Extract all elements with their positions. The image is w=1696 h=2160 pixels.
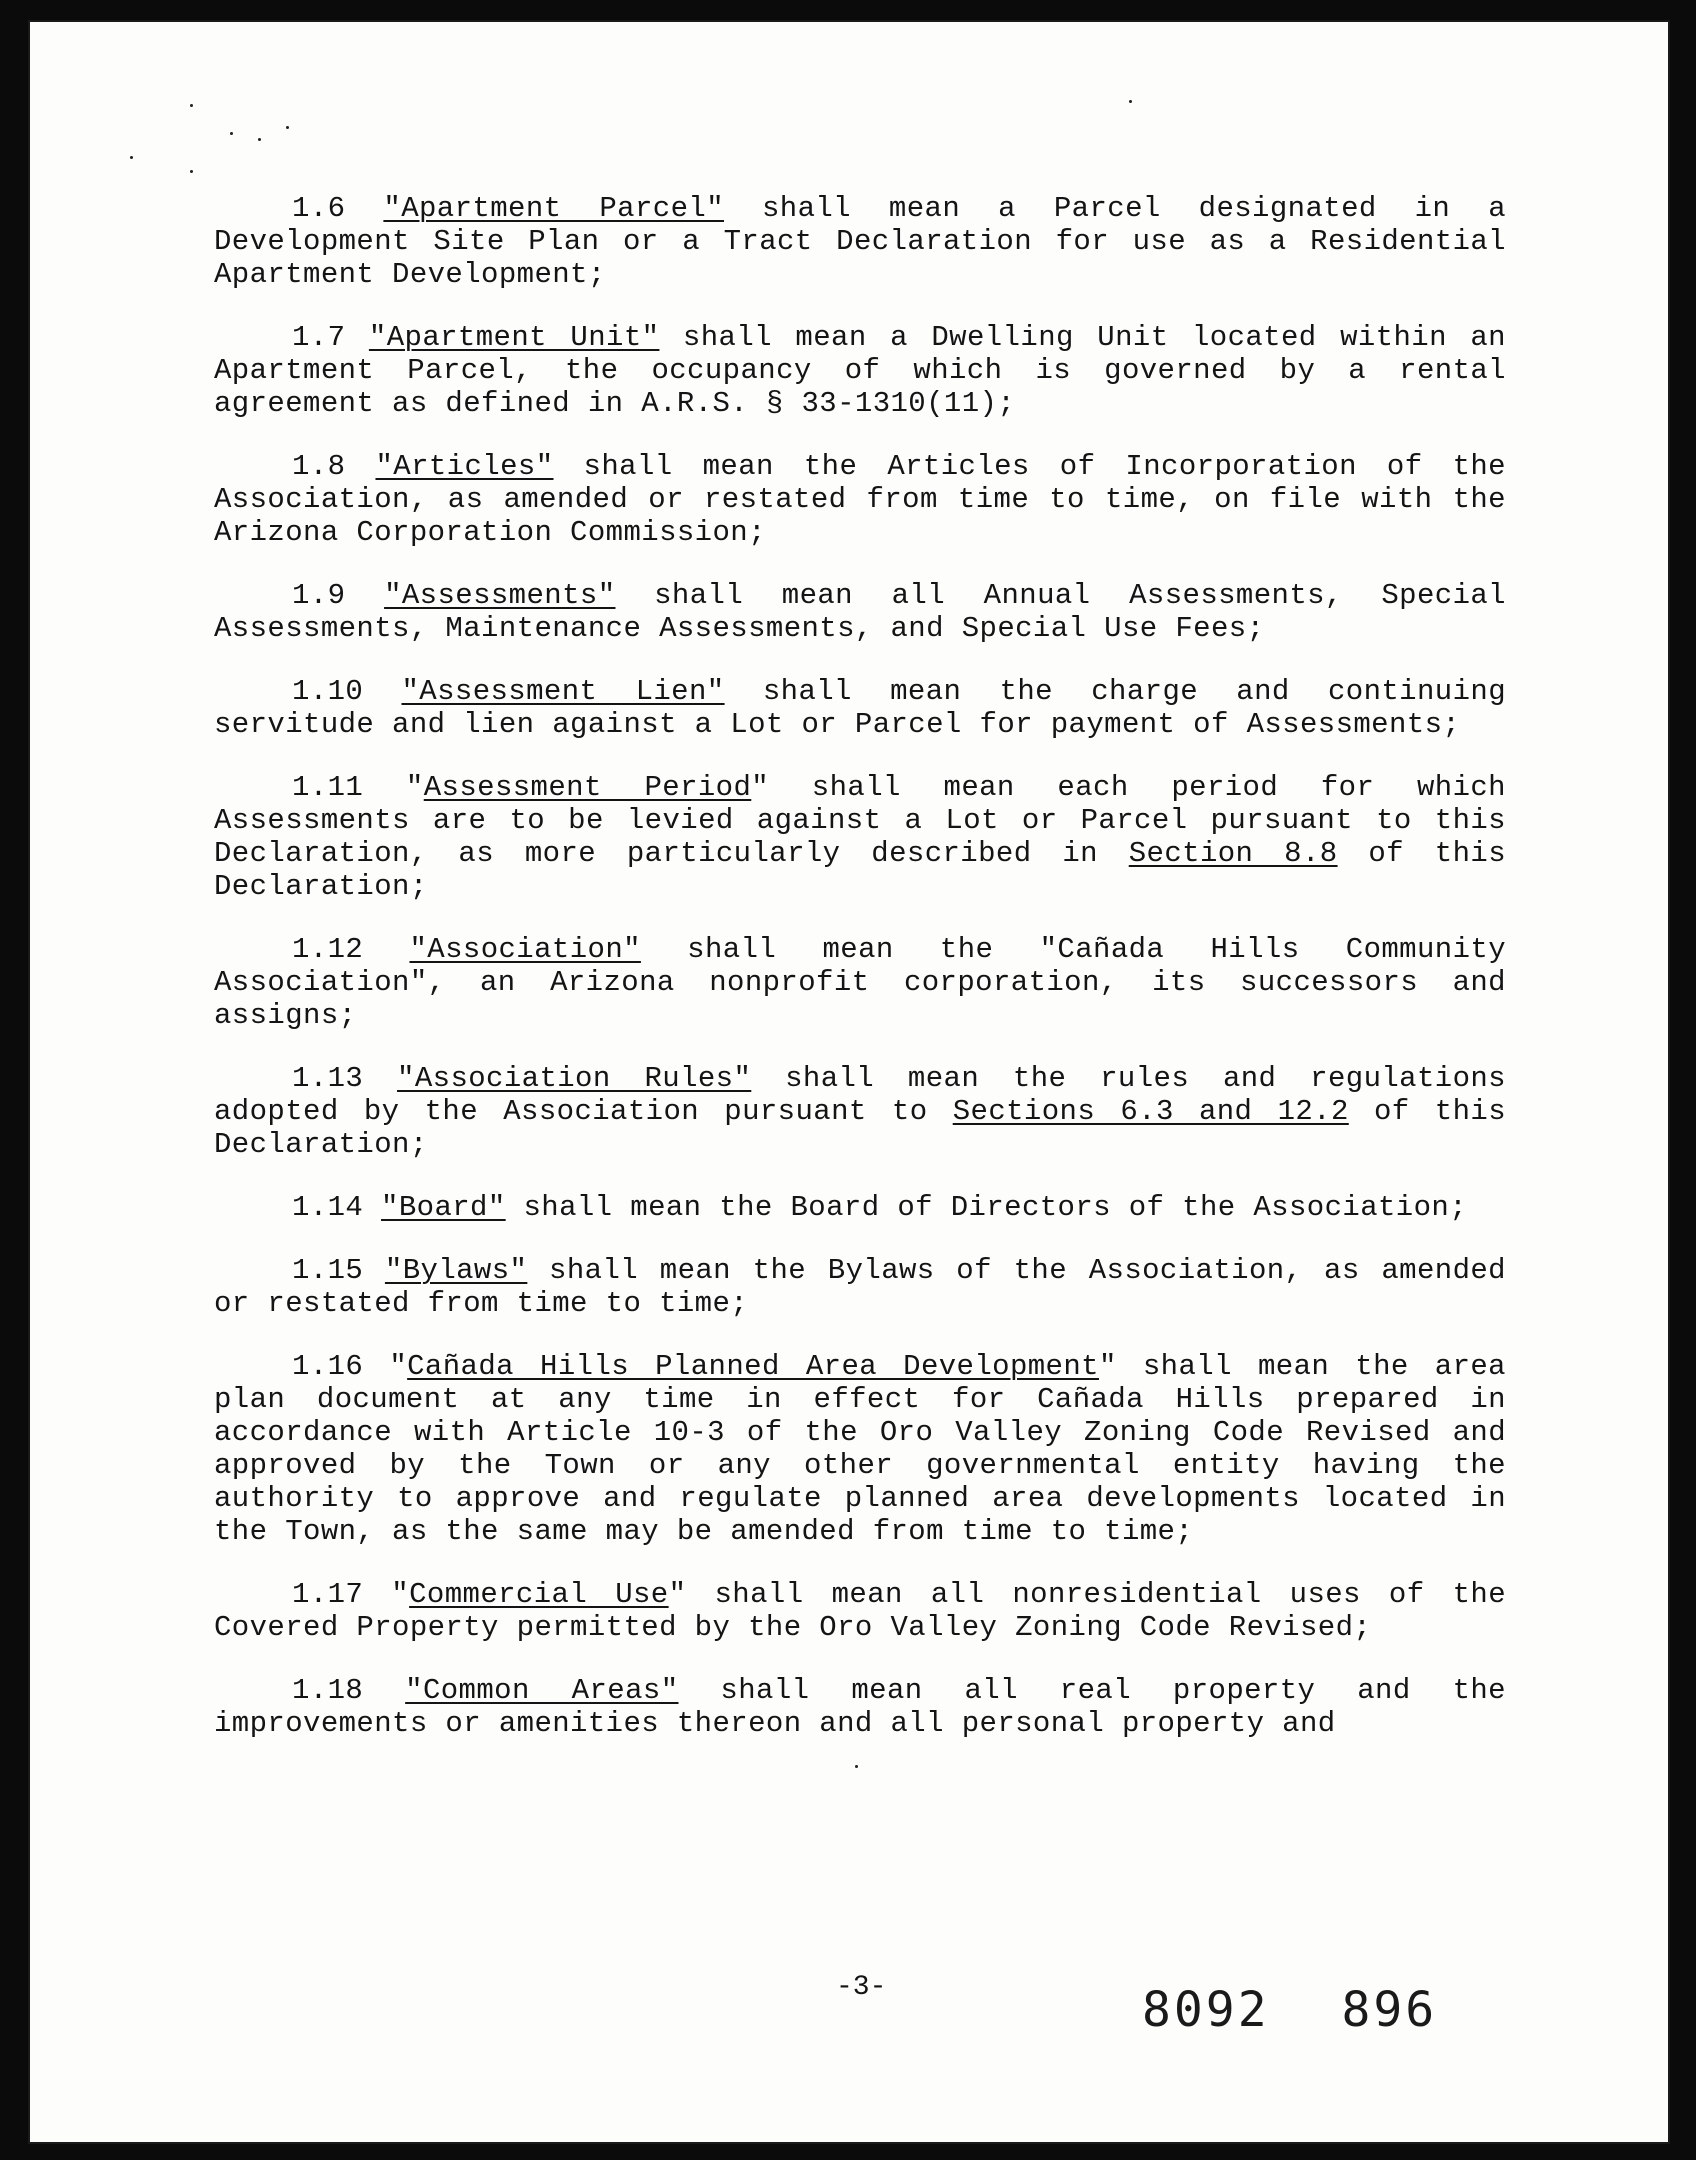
definition-paragraph (214, 1254, 1506, 1320)
definition-body: shall mean all nonresidential uses of the Covered Property permitted by the Oro Valley Zoning Code Revised; (214, 1578, 1507, 1644)
definition-term: "Association" (409, 933, 641, 966)
scan-speck (190, 170, 193, 173)
definition-term: "Apartment Parcel" (383, 192, 724, 225)
page-number: -3- (836, 1972, 887, 2003)
definition-term: "Assessment Lien" (401, 675, 725, 708)
definition-body: shall mean all Annual Assessments, Special Assessments, Maintenance Assessments, and Special Use Fees; (214, 579, 1506, 645)
definition-body: shall mean the Articles of Incorporation of the Association, as amended or restated from time to time, on file with the Arizona Corporation Commission; (214, 450, 1506, 549)
definition-body: shall mean the area plan document at any time in effect for Cañada Hills prepared in accordance with Article 10-3 of the Oro Valley Zoning Code Revised and approved by the Town or any other governmental entity having the authority to approve and regulate planned area developments located in the Town, as the same may be amended from time to time; (214, 1350, 1506, 1548)
scan-speck (258, 138, 261, 141)
definition-number: 1.8 (292, 450, 346, 483)
definition-paragraph (214, 771, 1506, 903)
scan-speck (286, 126, 289, 129)
definition-number: 1.16 (292, 1350, 364, 1383)
definition-number: 1.7 (292, 321, 346, 354)
definition-number: 1.14 (292, 1191, 364, 1224)
definition-number: 1.9 (292, 579, 346, 612)
definition-term: "Articles" (375, 450, 554, 483)
definition-paragraph (214, 675, 1506, 741)
definition-term: "Common Areas" (405, 1674, 679, 1707)
definition-term: "Assessments" (384, 579, 616, 612)
definition-body: shall mean each period for which Assessments are to be levied against a Lot or Parcel pursuant to this Declaration, as more particularly described in (214, 771, 1506, 870)
definition-paragraph (214, 1350, 1506, 1548)
definition-body: shall mean all real property and the improvements or amenities thereon and all personal property and (214, 1674, 1506, 1740)
definition-body: shall mean the rules and regulations adopted by the Association pursuant to (214, 1062, 1506, 1128)
definition-term-quote: " (391, 1578, 410, 1611)
definition-term: "Bylaws" (384, 1254, 528, 1287)
definition-body: shall mean the Bylaws of the Association, as amended or restated from time to time; (214, 1254, 1506, 1320)
section-reference: Section 8.8 (1128, 837, 1338, 870)
document-stamp-number: 8092 896 (1142, 1982, 1438, 2038)
definition-term-quote: " (668, 1578, 687, 1611)
definition-term: "Apartment Unit" (368, 321, 660, 354)
definition-number: 1.15 (292, 1254, 364, 1287)
scan-speck (230, 132, 233, 135)
definition-term: Commercial Use (409, 1578, 669, 1611)
definition-term: "Board" (381, 1191, 506, 1224)
definition-body: shall mean the Board of Directors of the Association; (505, 1191, 1468, 1224)
definition-number: 1.17 (292, 1578, 364, 1611)
definition-term-quote: " (751, 771, 770, 804)
definition-term-quote: " (1098, 1350, 1117, 1383)
definition-paragraph (214, 1674, 1506, 1740)
definition-term: Assessment Period (423, 771, 752, 804)
definition-paragraph (214, 579, 1506, 645)
definition-paragraph (214, 192, 1506, 291)
definition-paragraph (214, 1578, 1506, 1644)
definition-paragraph (214, 1062, 1506, 1161)
definitions-list (214, 192, 1506, 1770)
definition-paragraph (214, 1191, 1506, 1224)
definition-number: 1.6 (292, 192, 346, 225)
scan-speck (190, 104, 193, 107)
definition-number: 1.12 (292, 933, 364, 966)
definition-body: shall mean the "Cañada Hills Community Association", an Arizona nonprofit corporation, its successors and assigns; (214, 933, 1506, 1032)
definition-term-quote: " (389, 1350, 408, 1383)
scan-speck (130, 156, 133, 159)
definition-paragraph (214, 933, 1506, 1032)
definition-body-end: of this Declaration; (214, 837, 1506, 903)
definition-number: 1.10 (292, 675, 364, 708)
definition-term: "Association Rules" (397, 1062, 752, 1095)
definition-number: 1.13 (292, 1062, 364, 1095)
definition-body: shall mean the charge and continuing servitude and lien against a Lot or Parcel for payment of Assessments; (214, 675, 1506, 741)
definition-number: 1.18 (292, 1674, 364, 1707)
definition-body: shall mean a Dwelling Unit located within an Apartment Parcel, the occupancy of which is governed by a rental agreement as defined in A.R.S. § 33-1310(11); (214, 321, 1506, 420)
scan-speck (1129, 100, 1132, 103)
definition-body: shall mean a Parcel designated in a Development Site Plan or a Tract Declaration for use as a Residential Apartment Development; (214, 192, 1506, 291)
definition-term: Cañada Hills Planned Area Development (407, 1350, 1099, 1383)
definition-body-end: of this Declaration; (214, 1095, 1507, 1161)
definition-paragraph (214, 450, 1506, 549)
definition-number: 1.11 (292, 771, 364, 804)
section-reference: Sections 6.3 and 12.2 (952, 1095, 1349, 1128)
definition-term-quote: " (405, 771, 424, 804)
definition-paragraph (214, 321, 1506, 420)
